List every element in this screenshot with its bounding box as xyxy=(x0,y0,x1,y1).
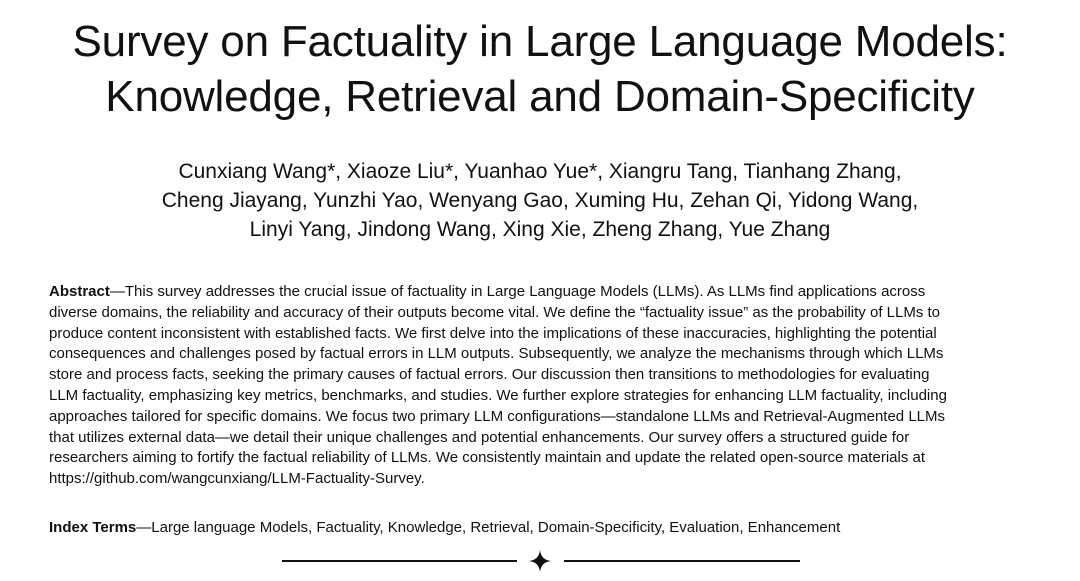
index-terms xyxy=(49,518,1039,538)
paper-title xyxy=(0,14,1080,124)
abstract-line-5: store and process facts, seeking the primary causes of factual errors. Our discussion then transitions to methodologies for evaluating xyxy=(49,366,930,384)
four-point-star-icon xyxy=(528,549,552,573)
abstract-label: Abstract xyxy=(49,283,110,300)
paper-title-line-2: Knowledge, Retrieval and Domain-Specificity xyxy=(105,72,975,121)
divider-rule-left xyxy=(282,560,517,562)
author-list xyxy=(0,157,1080,244)
abstract-line-3: produce content inconsistent with established facts. We first delve into the implications of these inaccuracies, highlighting the potential xyxy=(49,324,937,342)
section-divider xyxy=(0,548,1080,574)
author-line-2: Cheng Jiayang, Yunzhi Yao, Wenyang Gao, Xuming Hu, Zehan Qi, Yidong Wang, xyxy=(161,189,919,212)
abstract-line-9: researchers aiming to fortify the factual reliability of LLMs. We consistently maintain and update the related open-source materials at xyxy=(49,449,925,467)
abstract-line-1 xyxy=(49,282,1039,303)
divider-rule-right xyxy=(564,560,800,562)
paper-title-line-1: Survey on Factuality in Large Language Models: xyxy=(72,17,1008,66)
abstract-line-7: approaches tailored for specific domains. We focus two primary LLM configurations—standalone LLMs and Retrieval-Augmented LLMs xyxy=(49,407,946,425)
abstract xyxy=(49,282,1039,490)
author-line-3: Linyi Yang, Jindong Wang, Xing Xie, Zheng Zhang, Yue Zhang xyxy=(249,218,831,241)
abstract-line-2: diverse domains, the reliability and accuracy of their outputs become vital. We define the “factuality issue” as the probability of LLMs to xyxy=(49,303,941,321)
abstract-line-4: consequences and challenges posed by factual errors in LLM outputs. Subsequently, we analyze the mechanisms through which LLMs xyxy=(49,345,944,363)
abstract-line-6: LLM factuality, emphasizing key metrics, benchmarks, and studies. We further explore strategies for enhancing LLM factuality, including xyxy=(49,386,947,404)
author-line-1: Cunxiang Wang*, Xiaoze Liu*, Yuanhao Yue*, Xiangru Tang, Tianhang Zhang, xyxy=(178,160,902,183)
abstract-line-8: that utilizes external data—we detail their unique challenges and potential enhancements. Our survey offers a structured guide for xyxy=(49,428,910,446)
index-terms-text: —Large language Models, Factuality, Knowledge, Retrieval, Domain-Specificity, Evaluation, Enhancement xyxy=(136,519,841,536)
index-terms-label: Index Terms xyxy=(49,519,137,536)
abstract-text-1: —This survey addresses the crucial issue of factuality in Large Language Models (LLMs). As LLMs find applications across xyxy=(109,283,926,300)
abstract-line-10: https://github.com/wangcunxiang/LLM-Factuality-Survey. xyxy=(49,470,425,488)
